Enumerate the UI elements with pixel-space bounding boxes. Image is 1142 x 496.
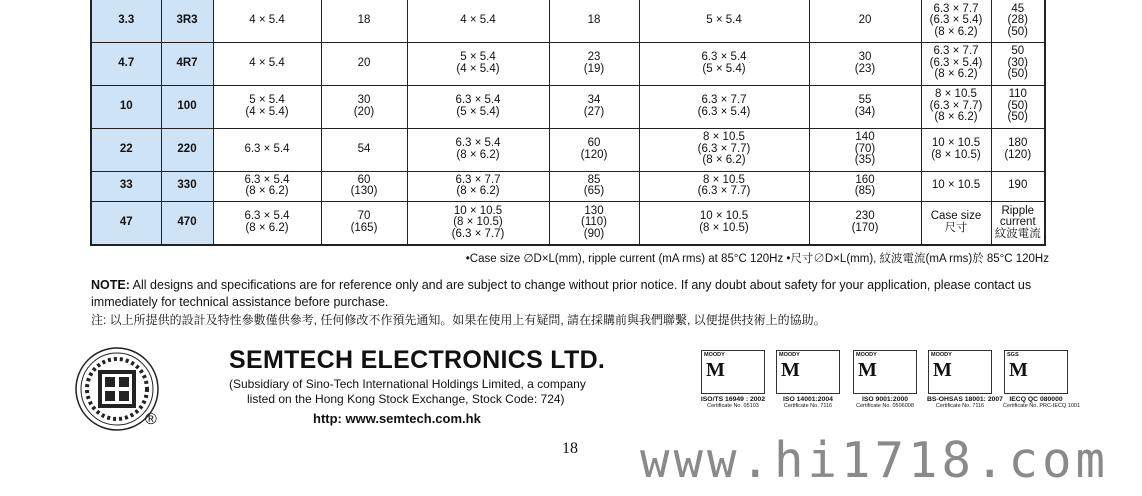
code-cell: 3R3 xyxy=(161,0,213,42)
case-size-cell xyxy=(921,201,991,245)
cell-line: 6.3 × 7.7 xyxy=(933,45,979,58)
cell-line: 6.3 × 7.7 xyxy=(933,2,979,15)
cell-line: (6.3 × 7.7) xyxy=(697,185,751,197)
certification-mark-icon xyxy=(853,350,917,394)
cell-line: (5 × 5.4) xyxy=(702,62,746,75)
certifier-brand: MOODY xyxy=(779,352,800,358)
cell-line: 10 × 10.5 xyxy=(931,179,981,192)
cell-line: (8 × 6.2) xyxy=(934,25,978,38)
cell-line: 10 × 10.5 xyxy=(699,210,749,223)
case-size-cell xyxy=(921,85,991,128)
cell-line: (8 × 10.5) xyxy=(453,216,503,228)
cell-line: 4 × 5.4 xyxy=(460,14,496,26)
certifier-logo-icon: M xyxy=(781,359,800,381)
cell-line: (8 × 6.2) xyxy=(245,221,289,234)
cell-line: 60 xyxy=(357,173,371,186)
company-name: SEMTECH ELECTRONICS LTD. xyxy=(229,346,606,374)
cell-line: (8 × 6.2) xyxy=(934,111,978,124)
certifier-brand: SGS xyxy=(1007,352,1019,358)
note-english xyxy=(91,277,1061,311)
certification-badge xyxy=(700,350,766,409)
certification-badge xyxy=(927,350,1003,409)
cell-line: 6.3 × 7.7 xyxy=(701,94,747,106)
case-size-cell xyxy=(213,128,321,171)
ripple-current-cell xyxy=(809,85,921,128)
cell-line: (8 × 6.2) xyxy=(456,148,500,161)
ripple-current-cell xyxy=(809,171,921,201)
certifier-logo-icon: M xyxy=(706,359,725,381)
cell-line: (85) xyxy=(854,185,876,197)
cell-line: 34 xyxy=(587,94,601,106)
cell-line: (4 × 5.4) xyxy=(245,105,289,118)
ripple-current-cell xyxy=(809,0,921,42)
cell-line: (6.3 × 5.4) xyxy=(697,105,751,118)
cell-line: (90) xyxy=(583,227,605,240)
company-website-link[interactable]: http: www.semtech.com.hk xyxy=(313,411,481,426)
note-english-text: All designs and specifications are for reference only and are subject to change without prior notice. If any doubt about safety for your application, please contact us immediately for technical assistance before purchase. xyxy=(91,278,1032,309)
code-cell: 4R7 xyxy=(161,42,213,85)
cell-line: 10 × 10.5 xyxy=(931,137,981,149)
cell-line: 45 xyxy=(1011,2,1025,15)
case-size-cell xyxy=(639,0,809,42)
cell-line: (35) xyxy=(854,154,876,167)
cell-line: 30 xyxy=(858,51,872,63)
case-size-cell xyxy=(213,0,321,42)
specification-table xyxy=(90,0,1046,246)
code-cell: 220 xyxy=(161,128,213,171)
cell-line: 18 xyxy=(357,14,371,26)
cell-line: (50) xyxy=(1007,25,1028,38)
case-size-cell xyxy=(213,171,321,201)
cell-line: (8 × 6.2) xyxy=(245,185,289,197)
table-row xyxy=(91,42,1045,85)
certification-badge xyxy=(775,350,841,409)
cell-line: 6.3 × 5.4 xyxy=(701,51,747,63)
cell-line: 110 xyxy=(1008,88,1027,101)
ripple-current-cell xyxy=(991,171,1045,201)
note-label: NOTE: xyxy=(91,278,130,292)
registered-mark: ® xyxy=(145,411,157,428)
cell-line: (65) xyxy=(583,185,605,197)
site-watermark: www.hi1718.com xyxy=(640,432,1110,489)
ripple-current-cell xyxy=(991,85,1045,128)
ripple-current-cell xyxy=(549,42,639,85)
cell-line: (28) xyxy=(1007,14,1028,26)
ripple-current-cell xyxy=(809,201,921,245)
cell-line: 4 × 5.4 xyxy=(249,14,285,26)
certifier-logo-icon: M xyxy=(858,359,877,381)
case-size-cell xyxy=(407,201,549,245)
cell-line: 4 × 5.4 xyxy=(249,56,285,69)
certification-standard: ISO/TS 16949 : 2002 xyxy=(700,396,766,403)
certification-badge xyxy=(1003,350,1081,409)
code-cell: 330 xyxy=(161,171,213,201)
cell-line: 160 xyxy=(855,173,875,186)
code-cell: 470 xyxy=(161,201,213,245)
cell-line: (50) xyxy=(1007,111,1028,124)
certification-badge xyxy=(852,350,918,409)
certificate-number: Certificate No. 7116 xyxy=(783,403,833,409)
case-size-cell xyxy=(921,42,991,85)
cell-line: (23) xyxy=(854,62,876,75)
cell-line: 6.3 × 5.4 xyxy=(455,137,501,149)
ripple-current-cell xyxy=(549,85,639,128)
certificate-number: Certificate No. 05103 xyxy=(707,403,759,409)
case-size-cell xyxy=(639,42,809,85)
cell-line: 180 xyxy=(1008,137,1028,149)
cell-line: (130) xyxy=(350,185,378,197)
cell-line: 54 xyxy=(357,142,371,155)
cell-line: 6.3 × 7.7 xyxy=(455,173,501,186)
certification-standard: IECQ QC 080000 xyxy=(1009,396,1063,403)
cell-line: (110) xyxy=(581,216,607,228)
case-size-cell xyxy=(213,85,321,128)
cell-line: 50 xyxy=(1011,45,1025,58)
cell-line: (6.3 × 7.7) xyxy=(451,227,505,240)
certifier-brand: MOODY xyxy=(931,352,952,358)
certification-mark-icon xyxy=(776,350,840,394)
certification-standard: ISO 14001:2004 xyxy=(783,396,833,403)
certification-standard: BS-OHSAS 18001: 2007 xyxy=(927,396,1003,403)
cell-line: (6.3 × 5.4) xyxy=(929,14,983,26)
capacitance-cell: 4.7 xyxy=(91,42,161,85)
certifier-logo-icon: M xyxy=(933,359,952,381)
cell-line: (8 × 6.2) xyxy=(702,154,746,167)
cell-line: 30 xyxy=(357,94,371,106)
cell-line: (50) xyxy=(1007,99,1028,112)
cell-line: 18 xyxy=(587,14,601,26)
table-row xyxy=(91,128,1045,171)
certification-mark-icon xyxy=(928,350,992,394)
case-size-cell xyxy=(639,201,809,245)
certifier-brand: MOODY xyxy=(856,352,877,358)
cell-line: 6.3 × 5.4 xyxy=(455,94,501,106)
cell-line: (50) xyxy=(1007,68,1028,81)
cell-line: 10 × 10.5 xyxy=(453,204,503,217)
cell-line: (170) xyxy=(851,221,879,234)
cell-line: (8 × 6.2) xyxy=(934,68,978,81)
ripple-current-cell xyxy=(991,42,1045,85)
cell-line: (6.3 × 7.7) xyxy=(697,142,751,155)
certifier-logo-icon: M xyxy=(1009,359,1028,381)
table-row xyxy=(91,85,1045,128)
case-size-cell xyxy=(921,128,991,171)
cell-line: 5 × 5.4 xyxy=(706,14,742,26)
cell-line: 130 xyxy=(584,204,604,217)
cell-line: 8 × 10.5 xyxy=(935,88,977,101)
cell-line: (4 × 5.4) xyxy=(456,62,500,75)
cell-line: 70 xyxy=(357,210,371,223)
cell-line: (6.3 × 7.7) xyxy=(929,99,983,112)
cell-line: 20 xyxy=(858,14,872,26)
case-size-cell xyxy=(407,42,549,85)
ripple-current-cell xyxy=(549,201,639,245)
case-size-cell xyxy=(407,128,549,171)
cell-line: (20) xyxy=(353,105,375,118)
ripple-current-cell xyxy=(321,0,407,42)
cell-line: (120) xyxy=(1004,148,1032,161)
cell-line: (120) xyxy=(580,148,608,161)
ripple-current-cell xyxy=(321,201,407,245)
case-size-cell xyxy=(213,42,321,85)
cell-line: 8 × 10.5 xyxy=(703,131,745,144)
ripple-current-cell xyxy=(321,128,407,171)
certification-standard: ISO 9001:2000 xyxy=(861,396,909,403)
cell-line: 6.3 × 5.4 xyxy=(244,210,290,223)
ripple-current-cell xyxy=(549,128,639,171)
ripple-current-cell xyxy=(809,42,921,85)
case-size-cell xyxy=(213,201,321,245)
capacitance-cell: 10 xyxy=(91,85,161,128)
cell-line: 85 xyxy=(587,173,601,186)
company-subsidiary-line1: (Subsidiary of Sino-Tech International Holdings Limited, a company xyxy=(229,377,586,391)
cell-line: 20 xyxy=(357,56,371,69)
cell-line: 60 xyxy=(587,137,601,149)
case-size-cell xyxy=(407,0,549,42)
ripple-current-cell xyxy=(809,128,921,171)
cell-line: (5 × 5.4) xyxy=(456,105,500,118)
ripple-current-cell xyxy=(321,42,407,85)
cell-line: Case size xyxy=(930,210,982,223)
capacitance-cell: 3.3 xyxy=(91,0,161,42)
ripple-current-cell xyxy=(991,128,1045,171)
cell-line: 6.3 × 5.4 xyxy=(244,173,290,186)
ripple-current-cell xyxy=(549,171,639,201)
cell-line: 5 × 5.4 xyxy=(460,51,496,63)
certificate-number: Certificate No. 7116 xyxy=(935,403,985,409)
cell-line: (8 × 10.5) xyxy=(931,148,981,161)
cell-line: 230 xyxy=(855,210,875,223)
capacitance-cell: 22 xyxy=(91,128,161,171)
table-row xyxy=(91,201,1045,245)
page-number: 18 xyxy=(562,440,578,457)
capacitance-cell: 33 xyxy=(91,171,161,201)
cell-line: Ripple current xyxy=(999,204,1036,228)
cell-line: (8 × 10.5) xyxy=(699,221,749,234)
cell-line: 6.3 × 5.4 xyxy=(244,142,290,155)
code-cell: 100 xyxy=(161,85,213,128)
note-chinese: 注: 以上所提供的設計及特性參數僅供參考, 任何修改不作預先通知。如果在使用上有疑問, 請在採購前與我們聯繫, 以便提供技術上的協助。 xyxy=(91,313,826,327)
cell-line: 5 × 5.4 xyxy=(249,94,285,106)
cell-line: 尺寸 xyxy=(944,221,968,234)
cell-line: 55 xyxy=(858,94,872,106)
case-size-cell xyxy=(639,171,809,201)
capacitance-cell: 47 xyxy=(91,201,161,245)
case-size-cell xyxy=(407,85,549,128)
ripple-current-cell xyxy=(991,0,1045,42)
ripple-current-cell xyxy=(549,0,639,42)
ripple-current-cell xyxy=(321,85,407,128)
cell-line: (19) xyxy=(583,62,605,75)
certificate-number: Certificate No. PRC-IECQ 1001 xyxy=(1003,403,1081,409)
table-footnote: •Case size ∅D×L(mm), ripple current (mA rms) at 85°C 120Hz •尺寸∅D×L(mm), 紋波電流(mA rms)於 85°C 120Hz xyxy=(465,253,1049,265)
cell-line: 140 xyxy=(855,131,875,144)
certification-mark-icon xyxy=(701,350,765,394)
cell-line: (34) xyxy=(854,105,876,118)
cell-line: (27) xyxy=(583,105,605,118)
cell-line: (8 × 6.2) xyxy=(456,185,500,197)
case-size-cell xyxy=(639,128,809,171)
case-size-cell xyxy=(921,0,991,42)
cell-line: (30) xyxy=(1007,56,1028,69)
certification-mark-icon xyxy=(1004,350,1068,394)
cell-line: (70) xyxy=(854,142,876,155)
table-row xyxy=(91,0,1045,42)
case-size-cell xyxy=(407,171,549,201)
table-row xyxy=(91,171,1045,201)
cell-line: 紋波電流 xyxy=(994,227,1041,240)
cell-line: (6.3 × 5.4) xyxy=(929,56,983,69)
cell-line: 23 xyxy=(587,51,601,63)
cell-line: 190 xyxy=(1008,179,1028,192)
company-subsidiary-line2: listed on the Hong Kong Stock Exchange, Stock Code: 724) xyxy=(247,392,565,406)
ripple-current-cell xyxy=(991,201,1045,245)
case-size-cell xyxy=(921,171,991,201)
cell-line: (165) xyxy=(350,221,378,234)
case-size-cell xyxy=(639,85,809,128)
certifier-brand: MOODY xyxy=(704,352,725,358)
certificate-number: Certificate No. 0506008 xyxy=(856,403,914,409)
ripple-current-cell xyxy=(321,171,407,201)
cell-line: 8 × 10.5 xyxy=(703,173,745,186)
